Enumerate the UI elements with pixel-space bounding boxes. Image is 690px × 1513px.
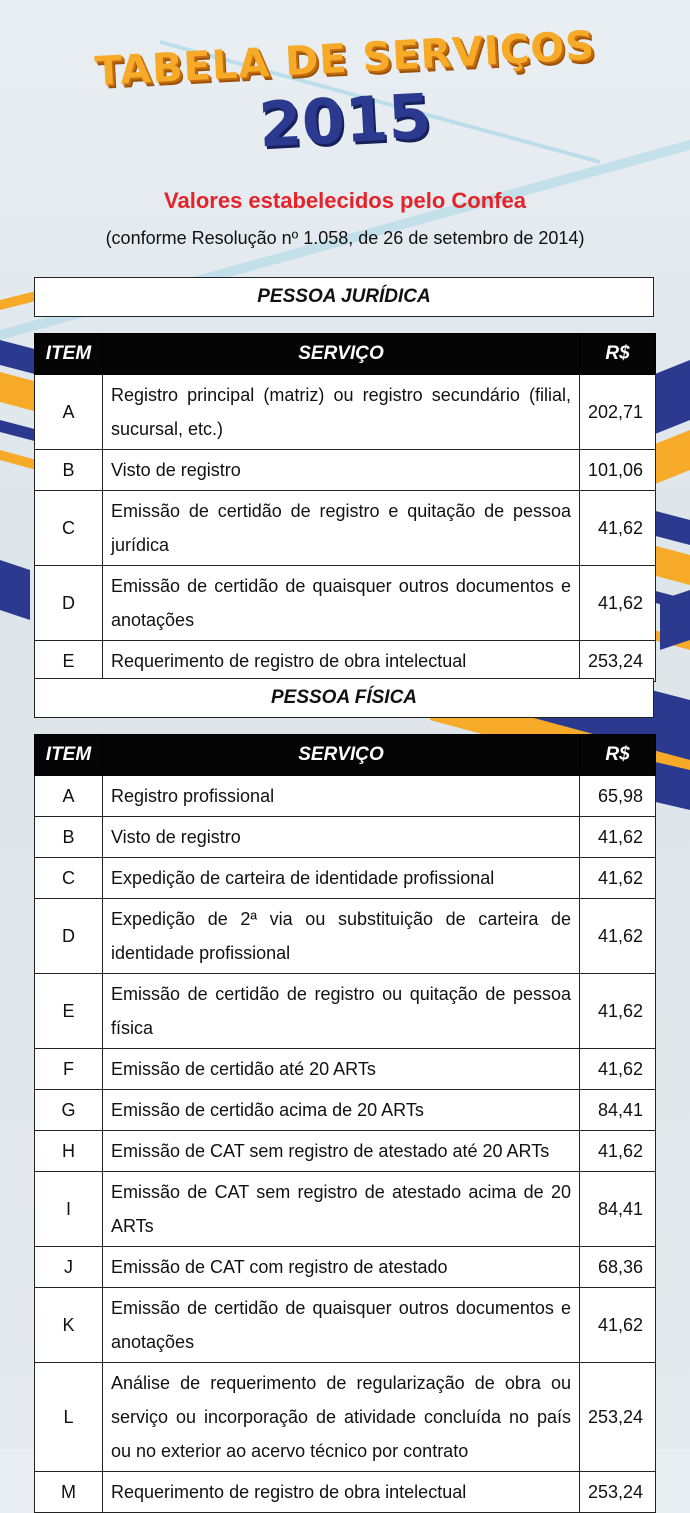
table-row [35,858,656,899]
row-service: Análise de requerimento de regularização de obra ou serviço ou incorporação de atividade concluída no país ou no exterior ao acervo técnico por contrato [103,1363,580,1472]
row-service: Emissão de certidão acima de 20 ARTs [103,1090,580,1131]
title-year: 2015 [256,79,434,162]
table-header-row [35,735,656,776]
row-service: Emissão de certidão de registro ou quitação de pessoa física [103,974,580,1049]
table-row [35,1131,656,1172]
row-item: K [35,1288,103,1363]
row-item: L [35,1363,103,1472]
row-price: 253,24 [580,1472,656,1513]
row-service: Visto de registro [103,817,580,858]
row-price: 41,62 [580,1288,656,1363]
table-row [35,1172,656,1247]
row-item: D [35,566,103,641]
row-price: 41,62 [580,491,656,566]
column-header-service: SERVIÇO [103,334,580,375]
row-price: 68,36 [580,1247,656,1288]
row-price: 41,62 [580,566,656,641]
row-service: Registro profissional [103,776,580,817]
row-service: Requerimento de registro de obra intelectual [103,641,580,682]
table-row [35,641,656,682]
column-header-item: ITEM [35,735,103,776]
row-item: B [35,450,103,491]
row-price: 41,62 [580,974,656,1049]
subtitle: Valores estabelecidos pelo Confea [164,188,526,213]
table-row [35,974,656,1049]
row-price: 202,71 [580,375,656,450]
table-row [35,491,656,566]
row-item: E [35,974,103,1049]
row-service: Registro principal (matriz) ou registro secundário (filial, sucursal, etc.) [103,375,580,450]
table-row [35,899,656,974]
row-price: 253,24 [580,1363,656,1472]
row-price: 101,06 [580,450,656,491]
title-main: TABELA DE SERVIÇOS [93,22,597,96]
row-item: G [35,1090,103,1131]
column-header-service: SERVIÇO [103,735,580,776]
table-header-row [35,334,656,375]
row-price: 41,62 [580,1131,656,1172]
row-item: A [35,375,103,450]
row-service: Requerimento de registro de obra intelectual [103,1472,580,1513]
table-row [35,1363,656,1472]
column-header-price: R$ [580,735,656,776]
row-item: F [35,1049,103,1090]
row-item: C [35,858,103,899]
title-block [0,0,690,170]
row-service: Expedição de carteira de identidade profissional [103,858,580,899]
table-row [35,1472,656,1513]
column-header-item: ITEM [35,334,103,375]
row-service: Emissão de certidão de quaisquer outros documentos e anotações [103,1288,580,1363]
table-row [35,1090,656,1131]
row-item: M [35,1472,103,1513]
table-row [35,817,656,858]
row-item: D [35,899,103,974]
row-service: Expedição de 2ª via ou substituição de carteira de identidade profissional [103,899,580,974]
row-service: Emissão de certidão de registro e quitação de pessoa jurídica [103,491,580,566]
row-service: Emissão de CAT sem registro de atestado até 20 ARTs [103,1131,580,1172]
table-fisica [34,734,656,1513]
section-header-fisica: PESSOA FÍSICA [34,678,654,718]
table-row [35,1247,656,1288]
section-header-juridica: PESSOA JURÍDICA [34,277,654,317]
row-item: C [35,491,103,566]
row-service: Emissão de certidão até 20 ARTs [103,1049,580,1090]
table-row [35,1049,656,1090]
table-row [35,450,656,491]
table-row [35,566,656,641]
row-price: 65,98 [580,776,656,817]
row-price: 84,41 [580,1172,656,1247]
row-item: A [35,776,103,817]
row-price: 41,62 [580,1049,656,1090]
column-header-price: R$ [580,334,656,375]
row-price: 41,62 [580,817,656,858]
row-price: 41,62 [580,899,656,974]
row-service: Emissão de CAT sem registro de atestado acima de 20 ARTs [103,1172,580,1247]
row-price: 253,24 [580,641,656,682]
row-item: E [35,641,103,682]
row-item: H [35,1131,103,1172]
table-row [35,375,656,450]
row-item: B [35,817,103,858]
row-item: J [35,1247,103,1288]
resolution-note: (conforme Resolução nº 1.058, de 26 de setembro de 2014) [105,228,585,248]
row-price: 41,62 [580,858,656,899]
row-service: Visto de registro [103,450,580,491]
row-service: Emissão de CAT com registro de atestado [103,1247,580,1288]
row-item: I [35,1172,103,1247]
table-juridica [34,333,656,682]
table-row [35,776,656,817]
table-row [35,1288,656,1363]
row-price: 84,41 [580,1090,656,1131]
row-service: Emissão de certidão de quaisquer outros documentos e anotações [103,566,580,641]
